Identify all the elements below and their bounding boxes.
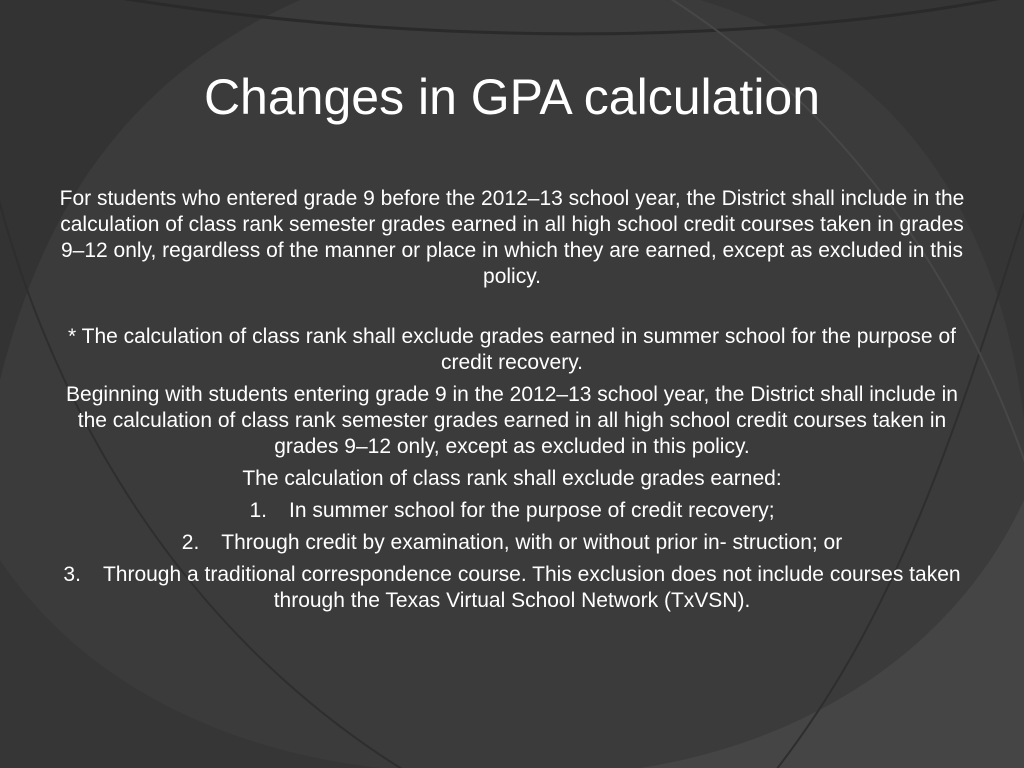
slide-title: Changes in GPA calculation <box>203 69 821 125</box>
list-item <box>52 530 972 556</box>
list-item-text: Through credit by examination, with or without prior in- struction; or <box>221 531 843 554</box>
list-item-number: 1. <box>249 499 267 522</box>
list-item-text: Through a traditional correspondence course. This exclusion does not include courses taken through the Texas Virtual School Network (TxVSN). <box>102 563 961 612</box>
list-item-number: 2. <box>181 531 200 554</box>
list-item-number: 3. <box>63 563 81 586</box>
paragraph-summer-exclusion-note: * The calculation of class rank shall exclude grades earned in summer school for the purpose of credit recovery. <box>68 325 956 374</box>
paragraph-before-2012: For students who entered grade 9 before the 2012–13 school year, the District shall include in the calculation of class rank semester grades earned in all high school credit courses taken in grades 9–12 only, regardless of the manner or place in which they are earned, except as excluded in this policy. <box>59 187 965 288</box>
list-item-text: In summer school for the purpose of credit recovery; <box>288 499 775 522</box>
list-item <box>52 498 972 524</box>
paragraph-exclusion-intro: The calculation of class rank shall exclude grades earned: <box>242 467 782 490</box>
slide-body <box>52 186 972 620</box>
list-item <box>52 562 972 614</box>
paragraph-beginning-2012: Beginning with students entering grade 9 in the 2012–13 school year, the District shall include in the calculation of class rank semester grades earned in all high school credit courses taken in grades 9–12 only, except as excluded in this policy. <box>66 383 958 458</box>
